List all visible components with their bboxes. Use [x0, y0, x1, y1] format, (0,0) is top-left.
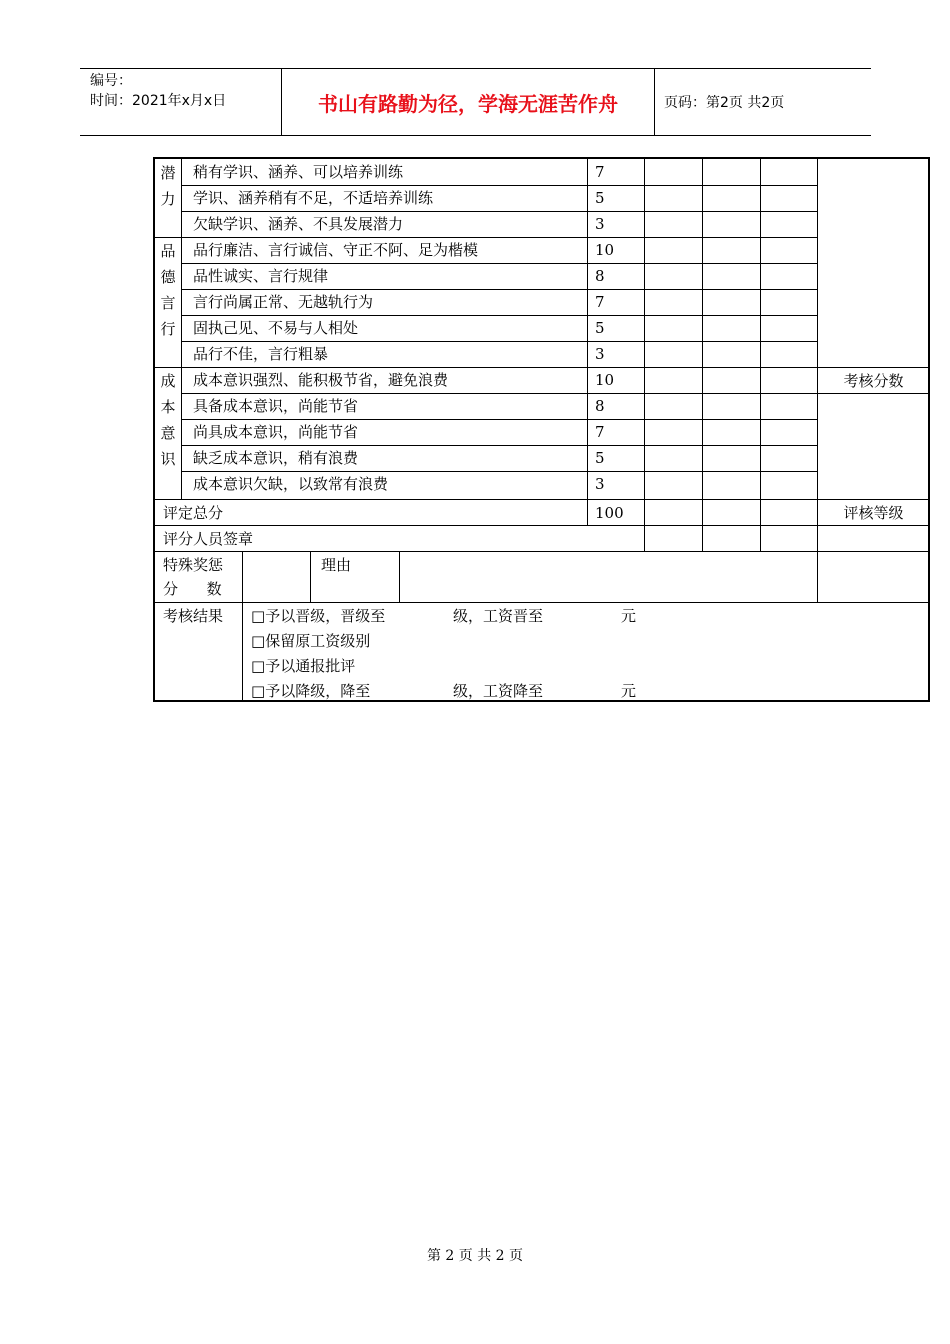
total-label: 评定总分: [163, 504, 224, 522]
assessment-score-label: 考核分数: [843, 372, 904, 390]
row-rule: [181, 185, 817, 186]
row-rule: [181, 211, 817, 212]
criterion-score: 3: [595, 345, 605, 363]
header-top-rule: [80, 68, 871, 69]
grader-divider: [644, 159, 645, 551]
special-divider: [310, 551, 311, 602]
assessment-grade-label: 评核等级: [843, 504, 904, 522]
result-label: 考核结果: [163, 607, 224, 625]
criterion-description: 品行不佳，言行粗暴: [193, 345, 329, 363]
result-option-demote-mid: 级，工资降至: [453, 682, 544, 700]
section-rule: [155, 367, 930, 368]
code-label: 编号：: [90, 73, 132, 89]
criterion-score: 3: [595, 215, 605, 233]
criterion-description: 尚具成本意识，尚能节省: [193, 423, 359, 441]
reason-label: 理由: [321, 556, 352, 574]
section-rule: [155, 237, 817, 238]
criterion-description: 固执己见、不易与人相处: [193, 319, 359, 337]
criterion-description: 言行尚属正常、无越轨行为: [193, 293, 374, 311]
checkbox-icon[interactable]: □: [251, 607, 266, 625]
criterion-score: 5: [595, 319, 605, 337]
total-top-rule: [155, 499, 930, 500]
special-top-rule: [155, 551, 930, 552]
criterion-score: 3: [595, 475, 605, 493]
category-potential: 潜 力: [160, 164, 176, 208]
row-rule: [181, 289, 817, 290]
criterion-score: 7: [595, 293, 605, 311]
criterion-description: 成本意识欠缺，以致常有浪费: [193, 475, 389, 493]
result-option-demote[interactable]: □予以降级，降至: [251, 682, 371, 700]
result-option-notice[interactable]: □予以通报批评: [251, 657, 356, 675]
criterion-description: 学识、涵养稍有不足，不适培养训练: [193, 189, 434, 207]
date-label: 时间：2021年x月x日: [90, 93, 227, 109]
header-page-info: 页码：第2页 共2页: [664, 95, 785, 111]
criterion-score: 10: [595, 371, 615, 389]
special-divider: [399, 551, 400, 602]
category-cost-awareness: 成 本 意 识: [160, 372, 176, 468]
result-option-promote[interactable]: □予以晋级，晋级至: [251, 607, 386, 625]
checkbox-icon[interactable]: □: [251, 657, 266, 675]
header-motto: 书山有路勤为径，学海无涯苦作舟: [318, 92, 618, 116]
signature-label: 评分人员签章: [163, 530, 254, 548]
criterion-description: 品行廉洁、言行诚信、守正不阿、足为楷模: [193, 241, 479, 259]
row-rule: [181, 471, 817, 472]
header-meta: [90, 71, 226, 111]
result-option-promote-mid: 级，工资晋至: [453, 607, 544, 625]
criterion-description: 稍有学识、涵养、可以培养训练: [193, 163, 404, 181]
result-option-promote-end: 元: [621, 607, 637, 625]
checkbox-icon[interactable]: □: [251, 682, 266, 700]
page-footer: 第 2 页 共 2 页: [426, 1248, 524, 1264]
criterion-description: 具备成本意识，尚能节省: [193, 397, 359, 415]
row-rule: [181, 419, 817, 420]
criterion-score: 5: [595, 189, 605, 207]
criterion-score: 8: [595, 397, 605, 415]
row-rule: [181, 445, 817, 446]
criterion-description: 成本意识强烈、能积极节省，避免浪费: [193, 371, 449, 389]
label-column-divider: [242, 551, 243, 702]
checkbox-icon[interactable]: □: [251, 632, 266, 650]
row-rule: [181, 341, 817, 342]
total-score: 100: [595, 504, 624, 522]
score-divider: [587, 159, 588, 525]
category-divider: [181, 159, 182, 499]
criterion-description: 欠缺学识、涵养、不具发展潜力: [193, 215, 404, 233]
grader-divider: [760, 159, 761, 551]
result-option-keep[interactable]: □保留原工资级别: [251, 632, 371, 650]
criterion-description: 缺乏成本意识，稍有浪费: [193, 449, 359, 467]
header-divider: [654, 68, 655, 135]
row-rule: [181, 315, 817, 316]
criterion-score: 10: [595, 241, 615, 259]
criterion-score: 5: [595, 449, 605, 467]
criterion-score: 8: [595, 267, 605, 285]
evaluation-form: [153, 157, 930, 702]
special-label: 特殊奖惩: [163, 556, 224, 574]
header-bottom-rule: [80, 135, 871, 136]
criterion-score: 7: [595, 163, 605, 181]
result-option-demote-end: 元: [621, 682, 637, 700]
criterion-description: 品性诚实、言行规律: [193, 267, 329, 285]
criterion-score: 7: [595, 423, 605, 441]
result-top-rule: [155, 602, 930, 603]
side-rule: [817, 393, 930, 394]
special-label-2: 分 数: [163, 580, 222, 598]
signature-top-rule: [155, 525, 930, 526]
row-rule: [181, 263, 817, 264]
grader-divider: [702, 159, 703, 551]
row-rule: [181, 393, 817, 394]
category-morality: 品 德 言 行: [160, 242, 176, 338]
